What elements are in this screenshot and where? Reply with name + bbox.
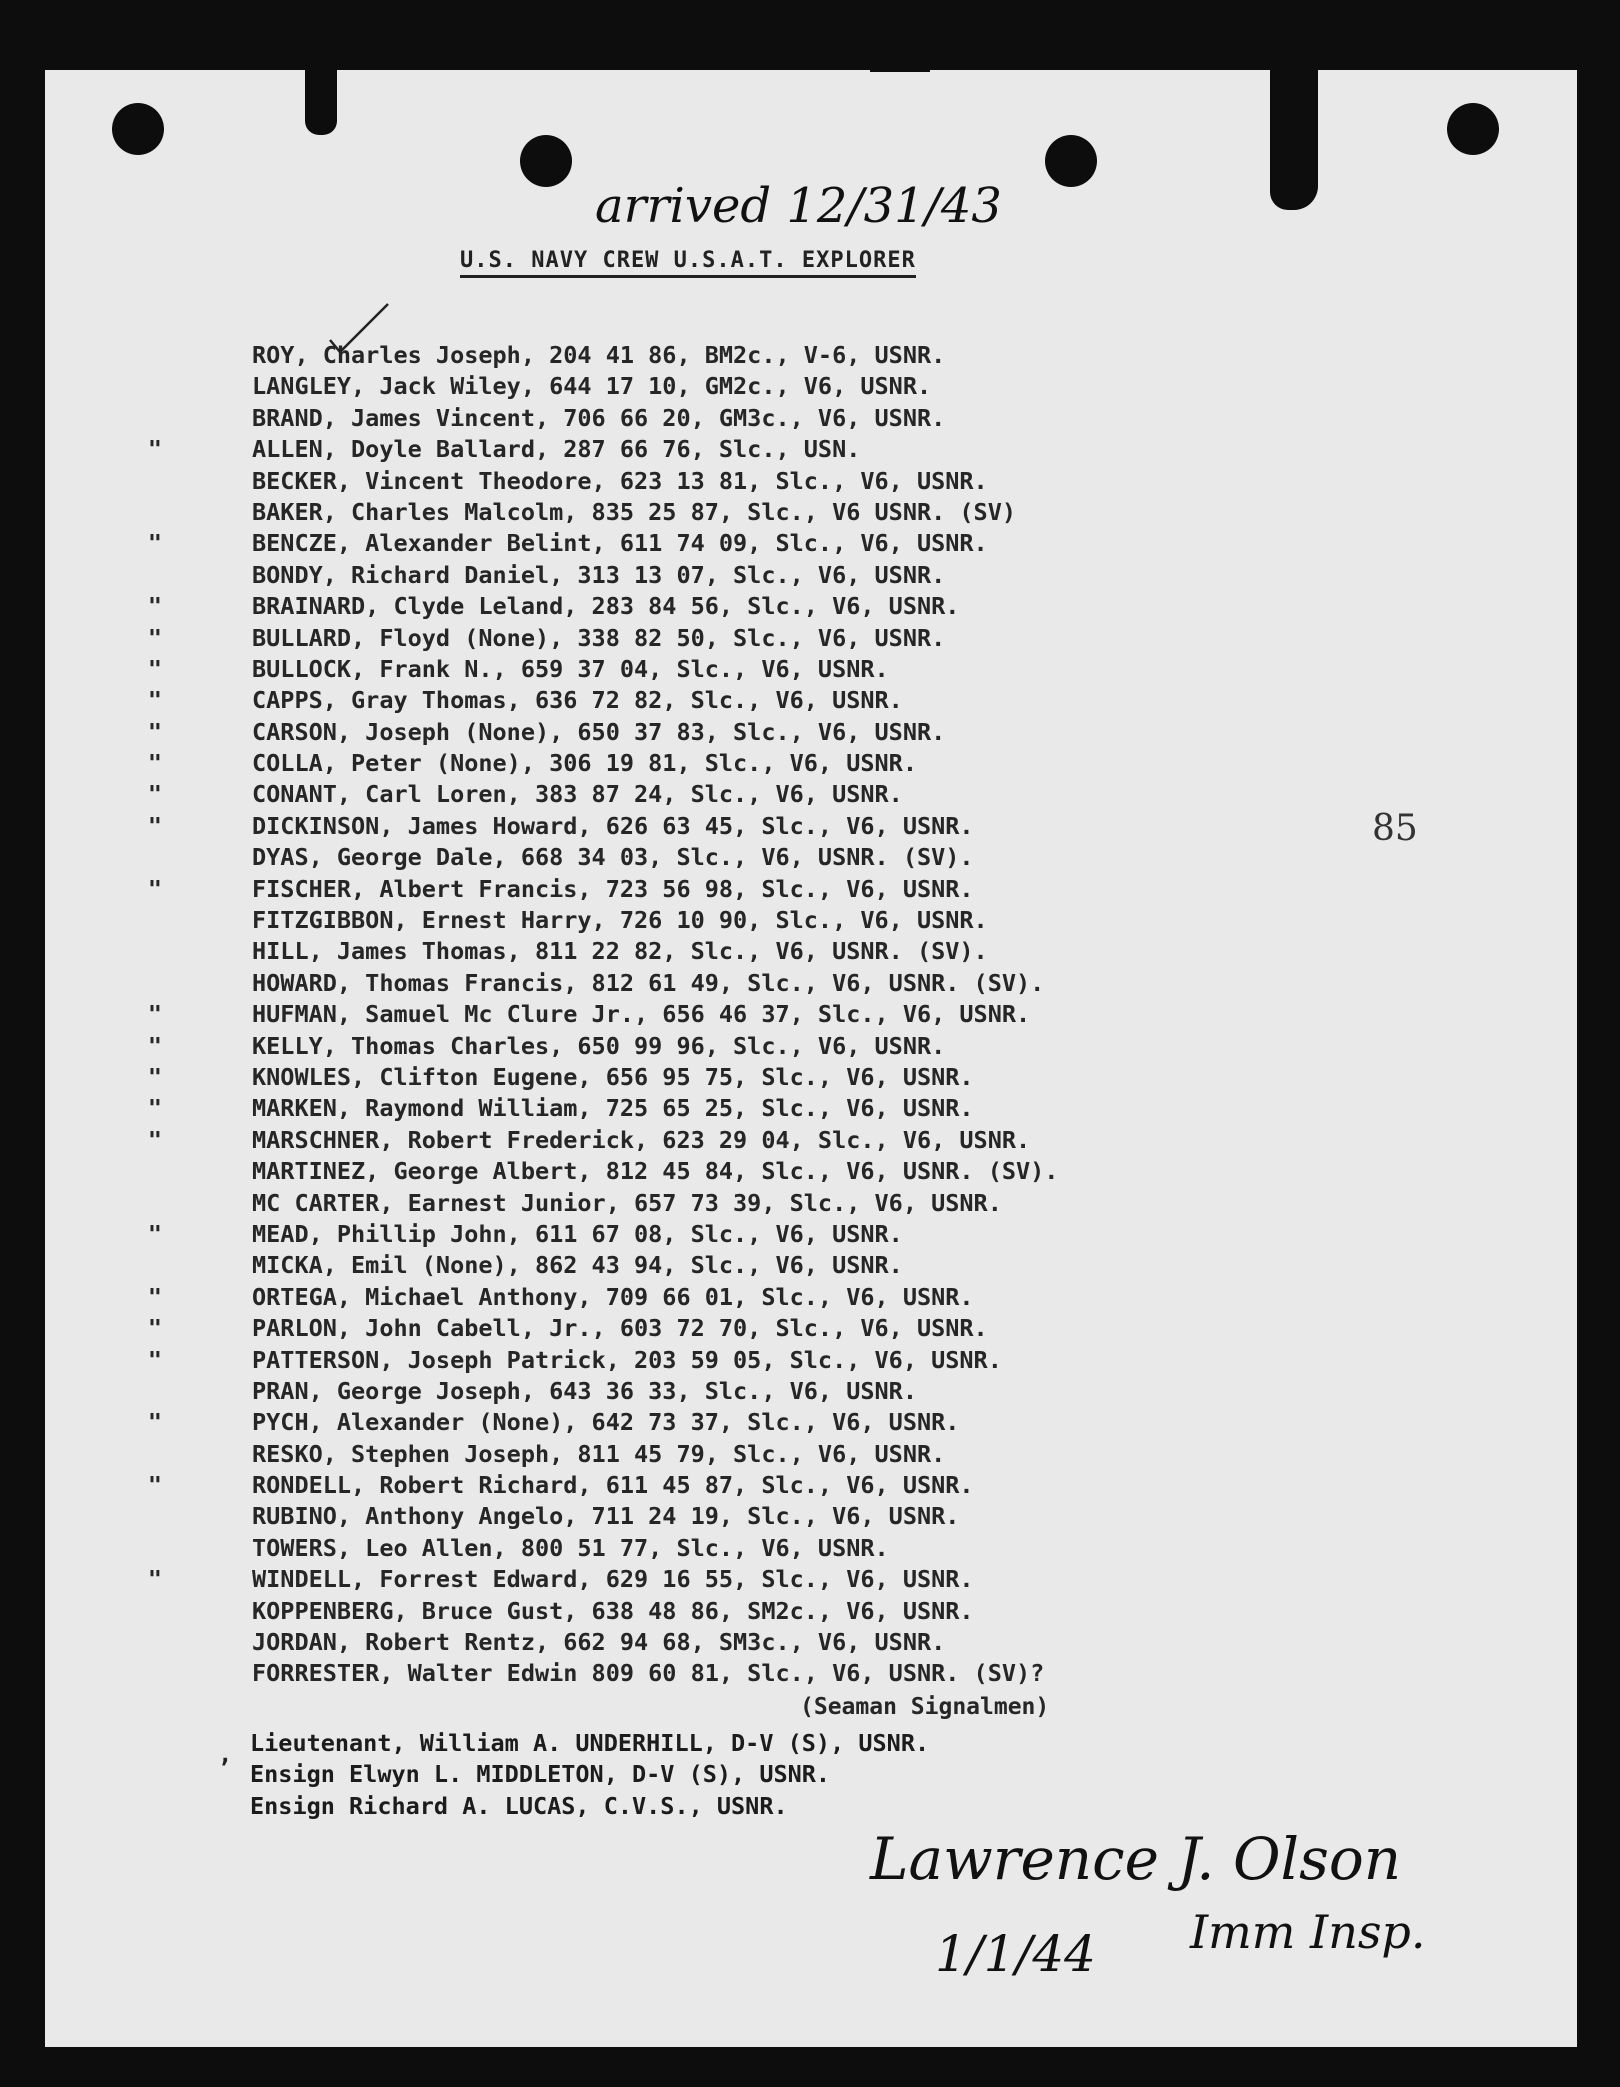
roster-entry-text: BRAND, James Vincent, 706 66 20, GM3c., V6, USNR. xyxy=(252,403,946,432)
roster-entry-text: MICKA, Emil (None), 862 43 94, Slc., V6, USNR. xyxy=(252,1251,903,1280)
roster-entry-text: KOPPENBERG, Bruce Gust, 638 48 86, SM2c., V6, USNR. xyxy=(252,1596,974,1625)
roster-entry-text: ROY, Charles Joseph, 204 41 86, BM2c., V-6, USNR. xyxy=(252,341,946,369)
ditto-mark: " xyxy=(147,529,163,558)
ditto-mark: " xyxy=(147,686,163,715)
ditto-mark: " xyxy=(147,623,163,652)
roster-entry-text: LANGLEY, Jack Wiley, 644 17 10, GM2c., V6, USNR. xyxy=(252,372,932,401)
torn-edge xyxy=(305,60,337,135)
roster-entry-text: PRAN, George Joseph, 643 36 33, Slc., V6, USNR. xyxy=(252,1376,917,1405)
roster-entry-text: BAKER, Charles Malcolm, 835 25 87, Slc., V6 USNR. (SV) xyxy=(252,497,1017,526)
roster-entry-text: BULLOCK, Frank N., 659 37 04, Slc., V6, USNR. xyxy=(252,654,889,683)
roster-entry-text: RESKO, Stephen Joseph, 811 45 79, Slc., V6, USNR. xyxy=(252,1439,946,1468)
inspector-signature: Lawrence J. Olson xyxy=(870,1825,1402,1893)
roster-entry-text: FITZGIBBON, Ernest Harry, 726 10 90, Slc., V6, USNR. xyxy=(252,906,988,935)
roster-entry-text: PATTERSON, Joseph Patrick, 203 59 05, Slc., V6, USNR. xyxy=(252,1345,1002,1374)
officer-entry: Ensign Richard A. LUCAS, C.V.S., USNR. xyxy=(250,1791,788,1820)
roster-entry-text: JORDAN, Robert Rentz, 662 94 68, SM3c., V6, USNR. xyxy=(252,1628,946,1657)
ditto-mark: " xyxy=(147,1062,163,1091)
ditto-mark: " xyxy=(147,1408,163,1437)
roster-entry-text: KELLY, Thomas Charles, 650 99 96, Slc., V6, USNR. xyxy=(252,1031,946,1060)
punch-hole xyxy=(112,103,164,155)
punch-hole xyxy=(520,135,572,187)
ditto-mark: " xyxy=(147,654,163,683)
torn-edge xyxy=(870,60,930,72)
document-title: U.S. NAVY CREW U.S.A.T. EXPLORER xyxy=(460,248,916,278)
page-number: 85 xyxy=(1372,808,1418,849)
roster-entry-text: TOWERS, Leo Allen, 800 51 77, Slc., V6, USNR. xyxy=(252,1533,889,1562)
roster-entry-text: MEAD, Phillip John, 611 67 08, Slc., V6, USNR. xyxy=(252,1219,903,1248)
ditto-mark: " xyxy=(147,1345,163,1374)
roster-entry-text: BECKER, Vincent Theodore, 623 13 81, Slc., V6, USNR. xyxy=(252,466,988,495)
ditto-mark: " xyxy=(147,1000,163,1029)
officer-entry: Lieutenant, William A. UNDERHILL, D-V (S), USNR. xyxy=(250,1729,930,1757)
roster-entry-text: CONANT, Carl Loren, 383 87 24, Slc., V6, USNR. xyxy=(252,780,903,809)
ditto-mark: " xyxy=(147,1125,163,1154)
roster-entry-text: PARLON, John Cabell, Jr., 603 72 70, Slc., V6, USNR. xyxy=(252,1314,988,1343)
ditto-mark: " xyxy=(147,1282,163,1311)
roster-entry-text: KNOWLES, Clifton Eugene, 656 95 75, Slc., V6, USNR. xyxy=(252,1062,974,1091)
ditto-mark: " xyxy=(147,780,163,809)
ditto-mark: " xyxy=(147,1031,163,1060)
roster-entry-text: COLLA, Peter (None), 306 19 81, Slc., V6, USNR. xyxy=(252,749,917,778)
officer-entry: Ensign Elwyn L. MIDDLETON, D-V (S), USNR. xyxy=(250,1760,831,1789)
ditto-mark: " xyxy=(147,1219,163,1248)
roster-entry-text: MARKEN, Raymond William, 725 65 25, Slc., V6, USNR. xyxy=(252,1094,974,1123)
arrival-annotation: arrived 12/31/43 xyxy=(595,178,1002,234)
roster-entry-text: RONDELL, Robert Richard, 611 45 87, Slc., V6, USNR. xyxy=(252,1471,974,1500)
roster-entry-text: MARSCHNER, Robert Frederick, 623 29 04, Slc., V6, USNR. xyxy=(252,1125,1031,1154)
ditto-mark: " xyxy=(147,811,163,840)
roster-entry-text: BONDY, Richard Daniel, 313 13 07, Slc., V6, USNR. xyxy=(252,560,946,589)
roster-entry-text: FISCHER, Albert Francis, 723 56 98, Slc., V6, USNR. xyxy=(252,874,974,903)
ditto-mark: " xyxy=(147,1094,163,1123)
ditto-mark: " xyxy=(147,435,163,464)
roster-entry-text: RUBINO, Anthony Angelo, 711 24 19, Slc., V6, USNR. xyxy=(252,1502,960,1531)
roster-entry-text: FORRESTER, Walter Edwin 809 60 81, Slc., V6, USNR. (SV)? xyxy=(252,1659,1045,1688)
roster-note: (Seaman Signalmen) xyxy=(800,1694,1050,1720)
inspector-title: Imm Insp. xyxy=(1190,1905,1426,1959)
signature-date: 1/1/44 xyxy=(935,1925,1096,1983)
roster-entry-text: HOWARD, Thomas Francis, 812 61 49, Slc., V6, USNR. (SV). xyxy=(252,968,1045,997)
punch-hole xyxy=(1447,103,1499,155)
checkmark-icon xyxy=(326,300,392,356)
ditto-mark: " xyxy=(147,1471,163,1500)
roster-entry-text: HUFMAN, Samuel Mc Clure Jr., 656 46 37, Slc., V6, USNR. xyxy=(252,1000,1031,1029)
margin-mark: , xyxy=(218,1740,233,1768)
roster-entry-text: WINDELL, Forrest Edward, 629 16 55, Slc., V6, USNR. xyxy=(252,1565,974,1594)
roster-entry-text: MC CARTER, Earnest Junior, 657 73 39, Slc., V6, USNR. xyxy=(252,1188,1002,1217)
roster-entry-text: ALLEN, Doyle Ballard, 287 66 76, Slc., USN. xyxy=(252,435,861,464)
ditto-mark: " xyxy=(147,1314,163,1343)
roster-entry-text: DYAS, George Dale, 668 34 03, Slc., V6, USNR. (SV). xyxy=(252,843,974,872)
ditto-mark: " xyxy=(147,717,163,746)
ditto-mark: " xyxy=(147,592,163,621)
torn-edge xyxy=(1270,60,1318,210)
roster-entry-text: BULLARD, Floyd (None), 338 82 50, Slc., V6, USNR. xyxy=(252,623,946,652)
roster-entry-text: ORTEGA, Michael Anthony, 709 66 01, Slc., V6, USNR. xyxy=(252,1282,974,1311)
roster-entry-text: PYCH, Alexander (None), 642 73 37, Slc., V6, USNR. xyxy=(252,1408,960,1437)
roster-entry-text: MARTINEZ, George Albert, 812 45 84, Slc., V6, USNR. (SV). xyxy=(252,1157,1059,1186)
roster-entry-text: HILL, James Thomas, 811 22 82, Slc., V6, USNR. (SV). xyxy=(252,937,988,966)
punch-hole xyxy=(1045,135,1097,187)
ditto-mark: " xyxy=(147,749,163,778)
roster-entry-text: BRAINARD, Clyde Leland, 283 84 56, Slc., V6, USNR. xyxy=(252,592,960,621)
ditto-mark: " xyxy=(147,874,163,903)
roster-entry-text: CAPPS, Gray Thomas, 636 72 82, Slc., V6, USNR. xyxy=(252,686,903,715)
roster-entry-text: BENCZE, Alexander Belint, 611 74 09, Slc., V6, USNR. xyxy=(252,529,988,558)
roster-entry-text: CARSON, Joseph (None), 650 37 83, Slc., V6, USNR. xyxy=(252,717,946,746)
officer-list xyxy=(250,1728,929,1822)
ditto-mark: " xyxy=(147,1565,163,1594)
roster-entry-text: DICKINSON, James Howard, 626 63 45, Slc., V6, USNR. xyxy=(252,811,974,840)
